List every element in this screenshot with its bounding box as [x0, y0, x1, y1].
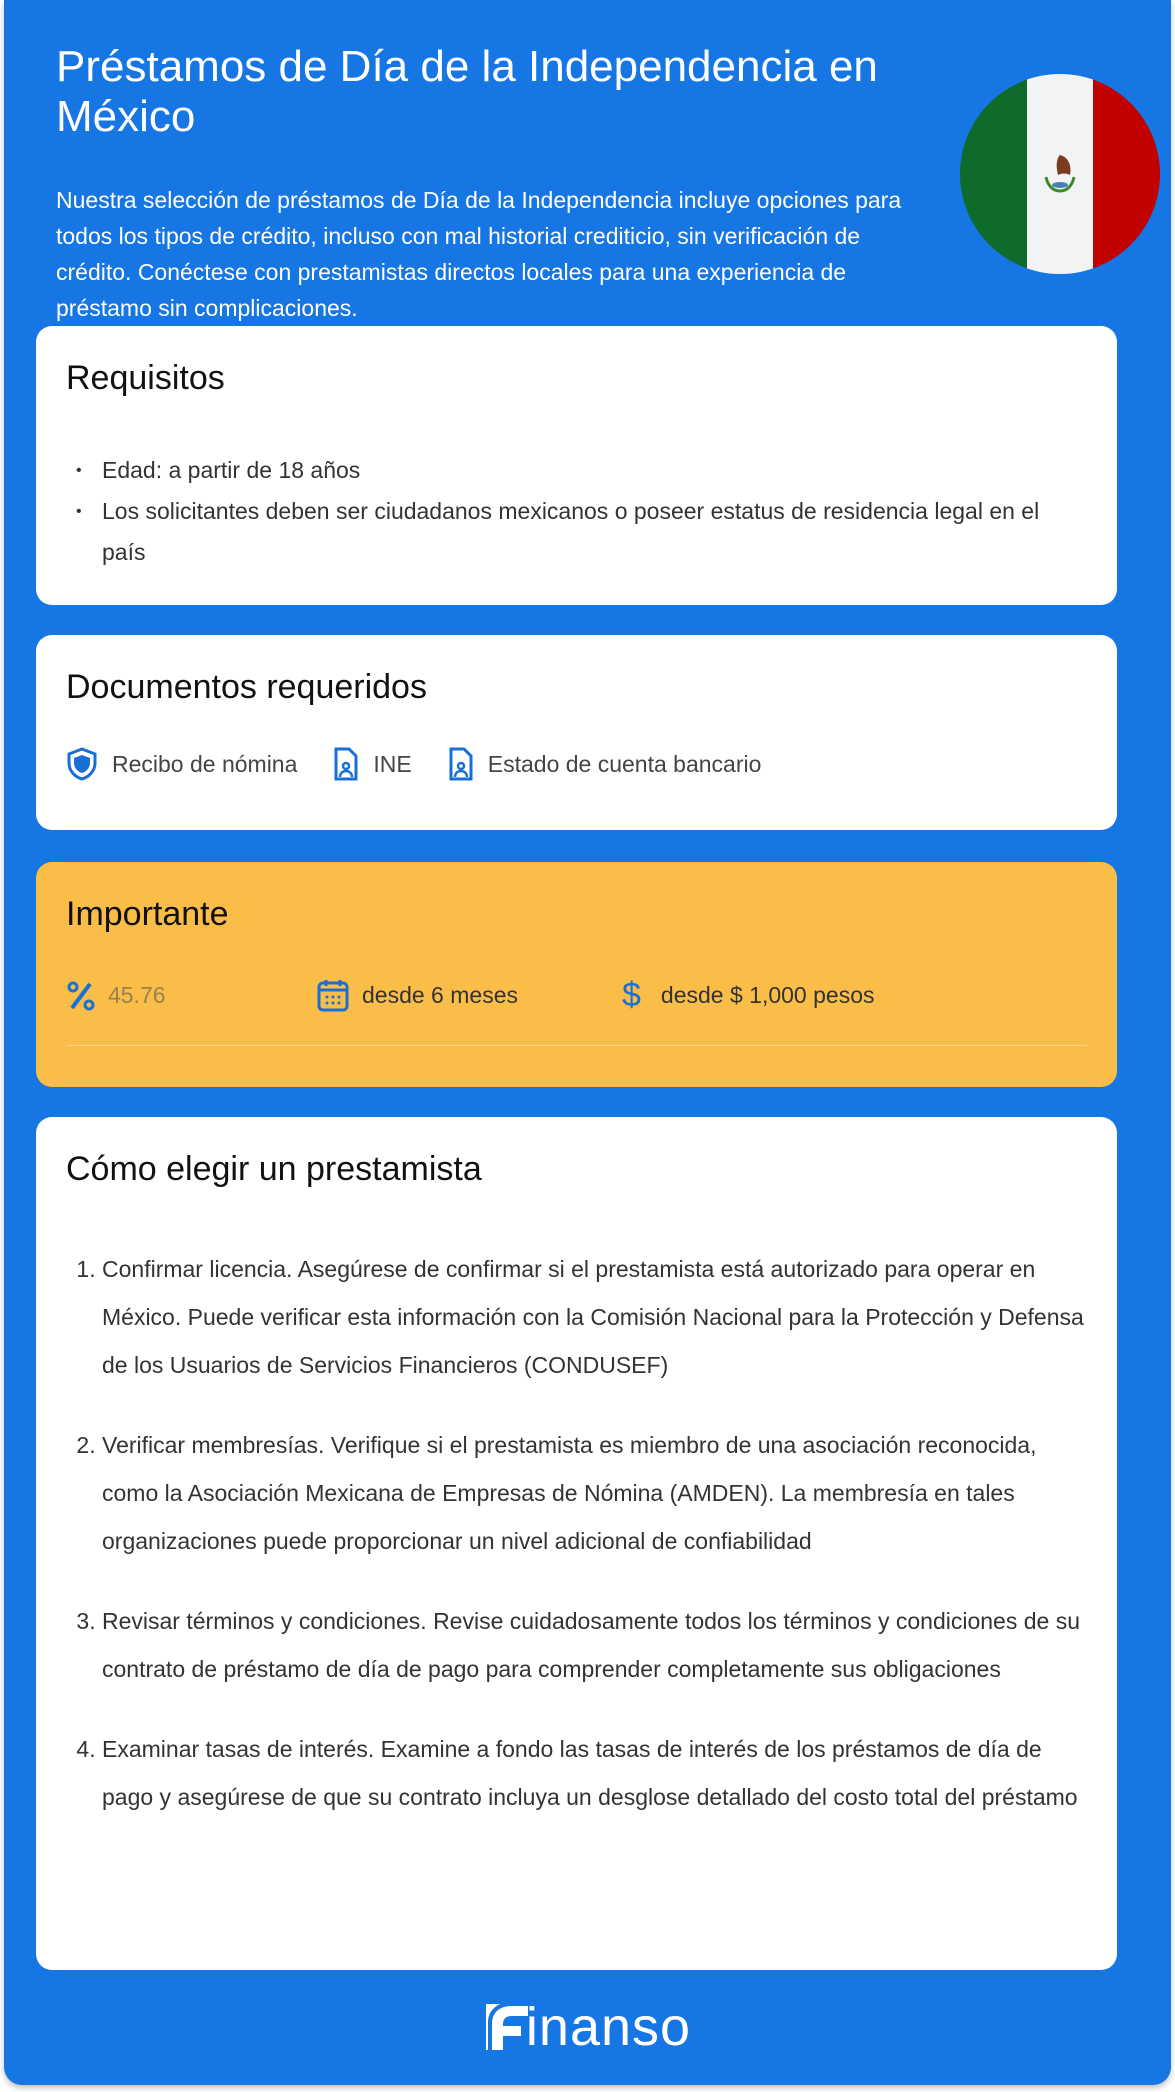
step-item: 1. Confirmar licencia. Asegúrese de confirmar si el prestamista está autorizado para operar en México. Puede verificar esta información con la Comisión Nacional para la Protección y Defensa de los Usuarios de Servicios Financieros (CONDUSEF)	[102, 1245, 1087, 1389]
loan-term: desde 6 meses	[316, 978, 622, 1014]
step-item: 2. Verificar membresías. Verifique si el prestamista es miembro de una asociación reconocida, como la Asociación Mexicana de Empresas de Nómina (AMDEN). La membresía en tales organizaciones puede proporcionar un nivel adicional de confiabilidad	[102, 1421, 1087, 1565]
important-title: Importante	[66, 895, 229, 933]
shield-icon	[66, 747, 98, 781]
interest-rate: 45.76	[66, 980, 316, 1012]
document-item: INE	[333, 747, 411, 781]
important-card	[36, 862, 1117, 1087]
mexico-flag-icon	[960, 74, 1160, 274]
documents-title: Documentos requeridos	[66, 668, 427, 706]
id-document-icon	[333, 747, 359, 781]
choose-lender-card	[36, 1117, 1117, 1970]
finanso-logo-icon	[484, 2002, 530, 2052]
requirement-item: • Edad: a partir de 18 años	[76, 450, 1087, 491]
documents-card	[36, 635, 1117, 830]
loan-amount: $ desde $ 1,000 pesos	[622, 976, 875, 1014]
dollar-icon: $	[622, 976, 641, 1014]
step-item: 4. Examinar tasas de interés. Examine a fondo las tasas de interés de los préstamos de día de pago y asegúrese de que su contrato incluya un desglose detallado del costo total del préstamo	[102, 1725, 1087, 1821]
page-title: Préstamos de Día de la Independencia en México	[56, 42, 878, 141]
calendar-icon	[316, 978, 350, 1014]
requirements-card	[36, 326, 1117, 605]
document-item: Recibo de nómina	[66, 747, 297, 781]
step-item: 3. Revisar términos y condiciones. Revise cuidadosamente todos los términos y condiciones de su contrato de préstamo de día de pago para comprender completamente sus obligaciones	[102, 1597, 1087, 1693]
percent-icon	[66, 980, 96, 1012]
requirements-title: Requisitos	[66, 359, 225, 397]
document-item: Estado de cuenta bancario	[448, 747, 762, 781]
id-document-icon	[448, 747, 474, 781]
requirement-item: • Los solicitantes deben ser ciudadanos mexicanos o poseer estatus de residencia legal en el país	[76, 491, 1087, 573]
choose-lender-title: Cómo elegir un prestamista	[66, 1150, 482, 1188]
page-description: Nuestra selección de préstamos de Día de la Independencia incluye opciones para todos los tipos de crédito, incluso con mal historial crediticio, sin verificación de crédito. Conéctese con prestamistas directos locales para una experiencia de préstamo sin complicaciones.	[56, 187, 902, 321]
finanso-logo: inanso	[0, 1996, 1175, 2058]
